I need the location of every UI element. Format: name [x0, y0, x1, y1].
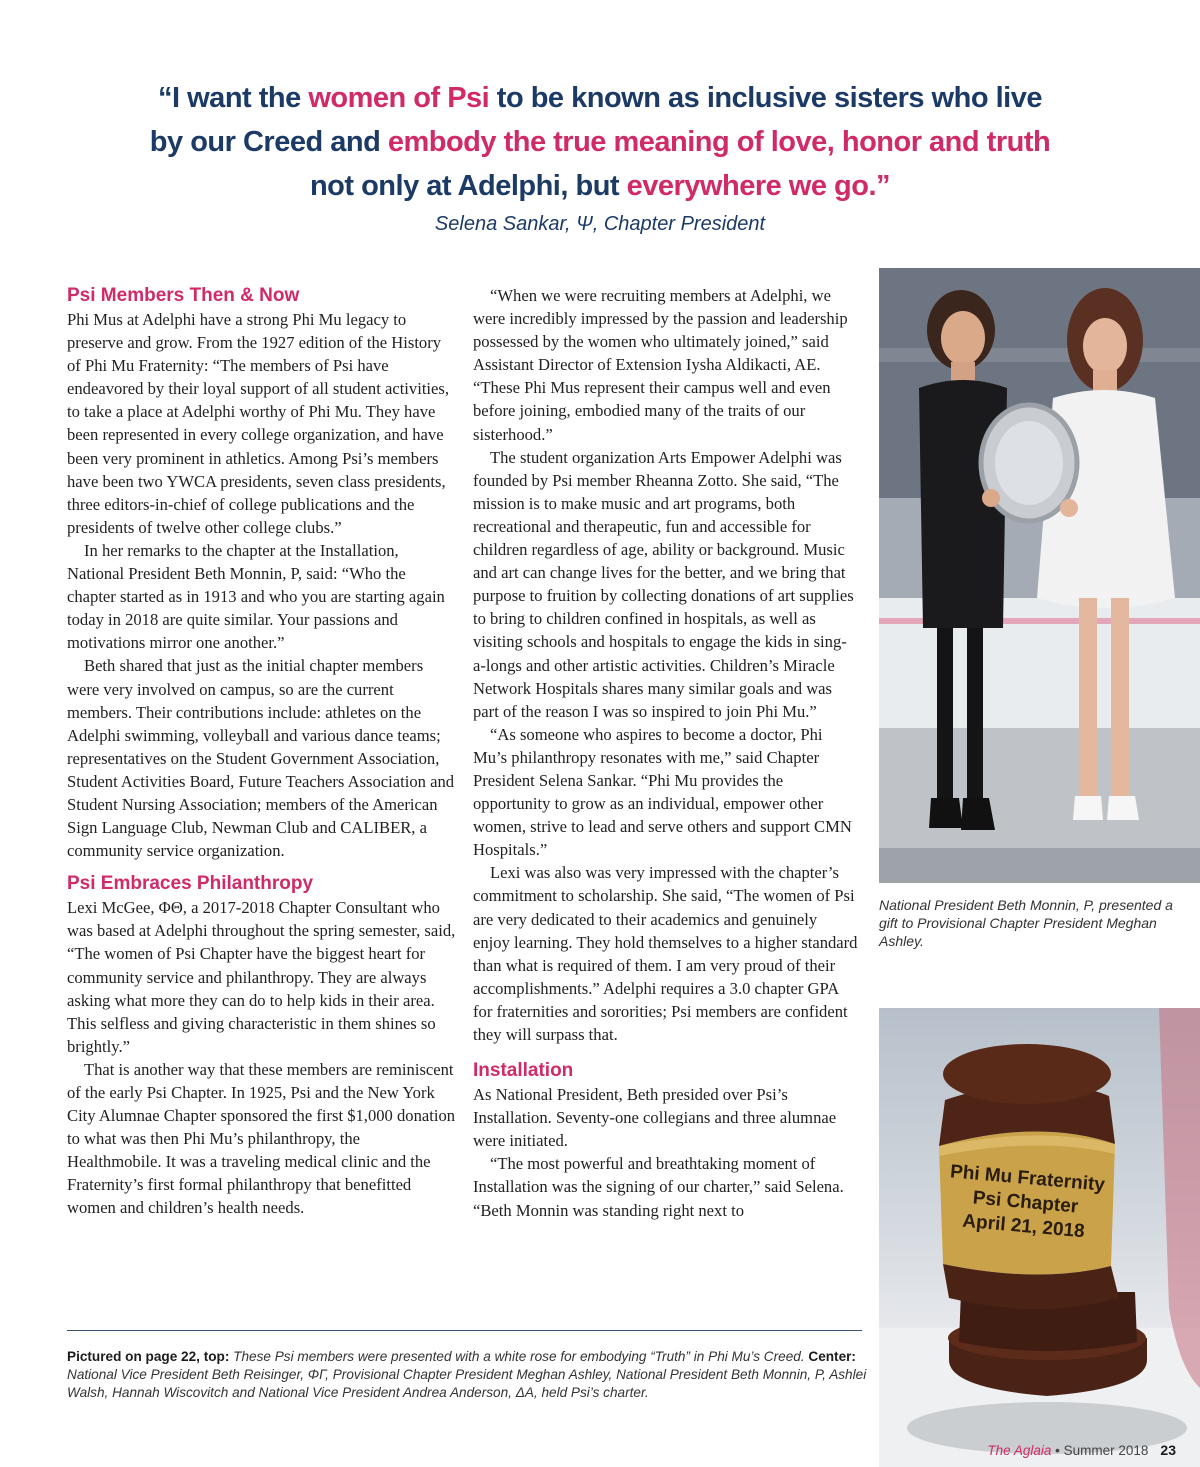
quote-highlight: women of Psi: [308, 82, 490, 114]
quote-text: “I want the: [158, 82, 309, 114]
section-heading: Psi Members Then & Now: [67, 285, 300, 306]
article-column-1: [67, 284, 457, 1220]
footer-separator: •: [1051, 1443, 1064, 1458]
caption-text: These Psi members were presented with a white rose for embodying “Truth” in Phi Mu’s Creed.: [229, 1349, 809, 1364]
pull-quote-line-2: [60, 120, 1140, 164]
caption-label: Center:: [808, 1349, 856, 1364]
quote-highlight: embody the true meaning of love, honor and truth: [387, 126, 1051, 158]
caption-divider: [67, 1330, 862, 1331]
paragraph: “When we were recruiting members at Adelphi, we were incredibly impressed by the passion and leadership possessed by the women who ultimately joined,” said Assistant Director of Extension Iysha Aldikacti, AE. “These Phi Mus represent their campus well and even before joining, embodied many of the traits of our sisterhood.”: [473, 286, 848, 444]
quote-text: by our Creed and: [149, 126, 388, 158]
paragraph: Lexi was also was very impressed with the chapter’s commitment to scholarship. She said, “The women of Psi are very dedicated to their academics and genuinely enjoy learning. They hold themselves to a higher standard than what is required of them. I am very proud of their accomplishments.” Adelphi requires a 3.0 chapter GPA for fraternities and sororities; Psi members are confident they will surpass that.: [473, 863, 858, 1044]
article-column-2: [473, 284, 858, 1222]
section-heading: Installation: [473, 1060, 574, 1082]
paragraph: Beth shared that just as the initial chapter members were very involved on campus, so are the current members. Their contributions include: athletes on the Adelphi swimming, volleyball and various dance teams; representatives on the Student Government Association, Student Activities Board, Future Teachers Association and Student Nursing Association; members of the American Sign Language Club, Newman Club and CALIBER, a community service organization.: [67, 656, 455, 861]
quote-highlight: everywhere we go.”: [626, 170, 891, 202]
photo-caption: National President Beth Monnin, P, presented a gift to Provisional Chapter President Meghan Ashley.: [879, 897, 1173, 949]
pull-quote: [60, 76, 1140, 208]
presentation-illustration: [879, 268, 1200, 883]
gavel-illustration: [879, 1008, 1200, 1467]
gavel-photo: [879, 1008, 1200, 1467]
page-22-caption: [67, 1348, 867, 1402]
section-heading: Psi Embraces Philanthropy: [67, 873, 314, 895]
paragraph: That is another way that these members are reminiscent of the early Psi Chapter. In 1925, Psi and the New York City Alumnae Chapter sponsored the first $1,000 donation to what was then Phi Mu’s philanthropy, the Healthmobile. It was a traveling medical clinic and the Fraternity’s first formal philanthropy that benefitted women and children’s health needs.: [67, 1059, 456, 1218]
quote-text: not only at Adelphi, but: [309, 170, 627, 202]
publication-name: The Aglaia: [987, 1443, 1052, 1458]
caption-text: National Vice President Beth Reisinger, ΦΓ, Provisional Chapter President Meghan Ashley, National President Beth Monnin, P, Ashlei Walsh, Hannah Wiscovitch and National Vice President Andrea Anderson, ΔA, held Psi’s charter.: [67, 1367, 867, 1400]
quote-attribution: Selena Sankar, Ψ, Chapter President: [434, 213, 766, 235]
plate-engraving-line-2: Psi Chapter: [971, 1187, 1079, 1218]
page-footer: [900, 1442, 1176, 1458]
pull-quote-line-1: [60, 76, 1140, 120]
plate-engraving-line-3: April 21, 2018: [961, 1210, 1086, 1243]
presentation-photo: [879, 268, 1200, 883]
caption-label: Pictured on page 22, top:: [67, 1349, 230, 1364]
pull-quote-line-3: [60, 164, 1140, 208]
paragraph: “The most powerful and breathtaking moment of Installation was the signing of our charter,” said Selena. “Beth Monnin was standing right next to: [473, 1154, 844, 1220]
quote-text: to be known as inclusive sisters who live: [489, 82, 1042, 114]
paragraph: As National President, Beth presided over Psi’s Installation. Seventy-one collegians and three alumnae were initiated.: [473, 1085, 837, 1151]
paragraph: Lexi McGee, ΦΘ, a 2017-2018 Chapter Consultant who was based at Adelphi throughout the spring semester, said, “The women of Psi Chapter have the biggest heart for community service and philanthropy. They are always asking what more they can do to help kids in their area. This selfless and giving characteristic in them shines so brightly.”: [67, 898, 456, 1056]
plate-engraving-line-1: Phi Mu Fraternity: [949, 1161, 1106, 1196]
paragraph: In her remarks to the chapter at the Installation, National President Beth Monnin, P, said: “Who the chapter started as in 1913 and who you are starting again today in 2018 are quite similar. Your passions and motivations mirror one another.”: [67, 540, 445, 653]
paragraph: The student organization Arts Empower Adelphi was founded by Psi member Rheanna Zotto. She said, “The mission is to make music and art programs, both recreational and therapeutic, fun and accessible for children regardless of age, ability or background. Music and art can change lives for the better, and we bring that purpose to fruition by collecting donations of art supplies to bring to children confined in hospitals, as well as visiting schools and hospitals to engage the kids in sing-a-longs and other artistic activities. Children’s Miracle Network Hospitals shares many similar goals and was part of the reason I was so inspired to join Phi Mu.”: [473, 447, 854, 721]
paragraph: “As someone who aspires to become a doctor, Phi Mu’s philanthropy resonates with me,” said Chapter President Selena Sankar. “Phi Mu provides the opportunity to grow as an individual, empower other women, strive to lead and serve others and support CMN Hospitals.”: [473, 724, 852, 860]
paragraph: Phi Mus at Adelphi have a strong Phi Mu legacy to preserve and grow. From the 1927 edition of the History of Phi Mu Fraternity: “The members of Psi have endeavored by their loyal support of all student activities, to take a place at Adelphi worthy of Phi Mu. They have been represented in every college organization, and have been very prominent in athletics. Among Psi’s members have been two YWCA presidents, seven class presidents, three editors-in-chief of college publications and the presidents of twelve other college clubs.”: [67, 310, 450, 537]
issue-label: Summer 2018: [1063, 1443, 1149, 1458]
page-number: 23: [1160, 1442, 1176, 1458]
